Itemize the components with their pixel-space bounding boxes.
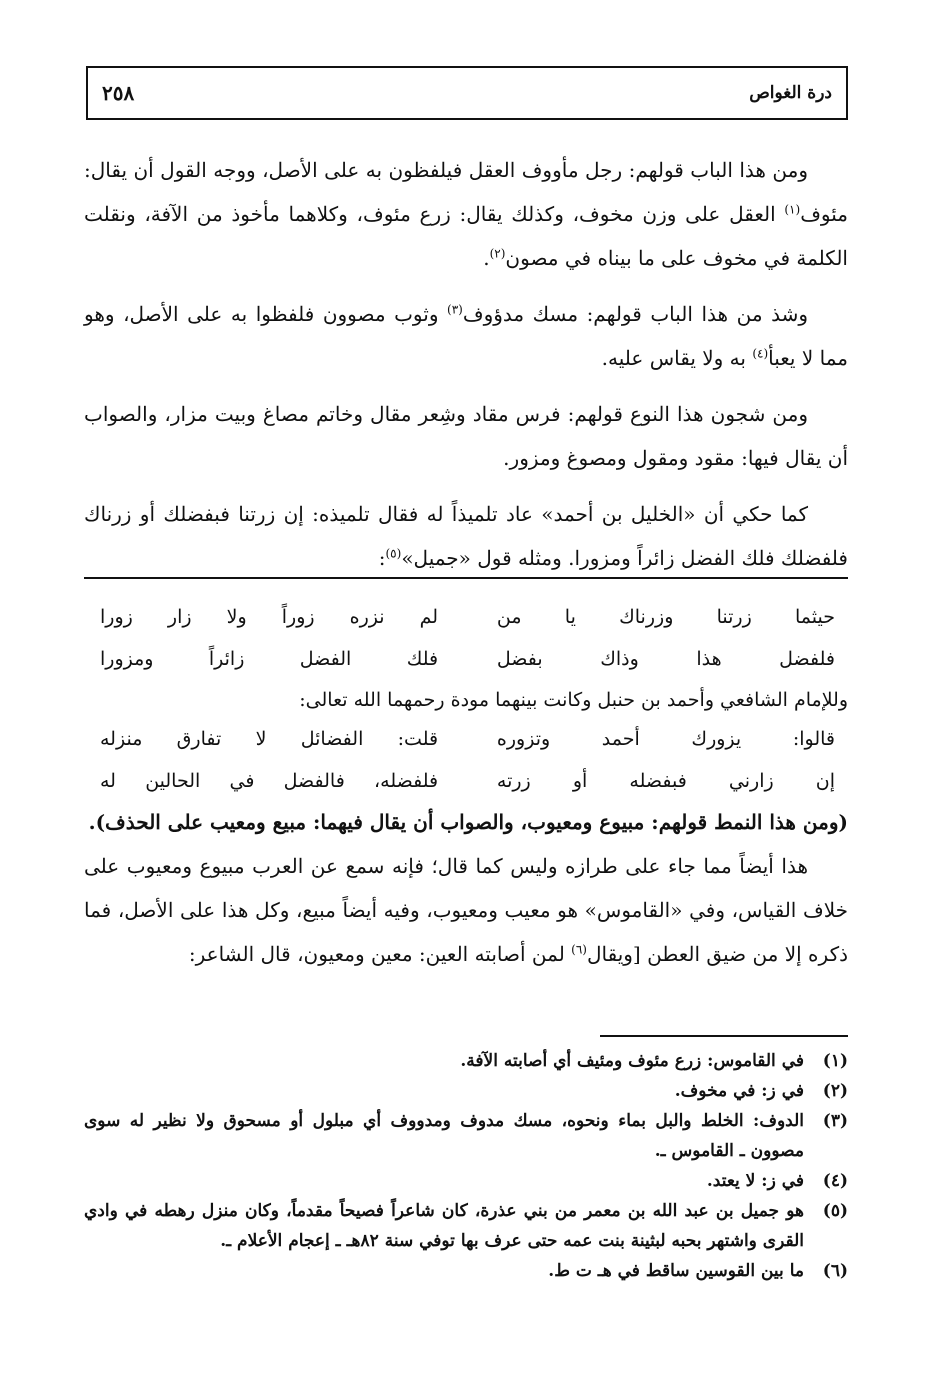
hemistich: فلفضله، فالفضل في الحالين له: [100, 770, 439, 792]
page-number: ٢٥٨: [102, 81, 135, 105]
hemistich: إن زارني فبفضله أو زرته: [496, 770, 835, 792]
footnote-number: (٦): [822, 1261, 848, 1281]
footnote-item: [84, 1256, 848, 1286]
footnote-number: (١): [822, 1051, 848, 1071]
footnote-text: هو جميل بن عبد الله بن معمر من بني عذرة، كان شاعراً فصيحاً مقدماً، وكان منزل رهطه في وادي القرى واشتهر بحبه لبثينة بنت عمه حتى عرف بها توفي سنة ٨٢هـ ـ إعجام الأعلام ـ.: [84, 1201, 804, 1251]
footnote-number: (٢): [822, 1081, 848, 1101]
section-divider: [84, 577, 848, 579]
footnote-number: (٥): [822, 1201, 848, 1221]
paragraph: وشذ من هذا الباب قولهم: مسك مدؤوف$^{(٣)}$ وثوب مصوون فلفظوا به على الأصل، وهو مما لا يعبأ$^{(٤)}$ به ولا يقاس عليه.: [84, 302, 848, 370]
footnote-text: الدوف: الخلط والبل بماء ونحوه، مسك مدوف ومدووف أي مبلول أو مسحوق ولا نظير له سوى مصوون ـ القاموس ـ.: [84, 1111, 804, 1161]
commentary-text: هذا أيضاً مما جاء على طرازه وليس كما قال؛ فإنه سمع عن العرب مبيوع ومعيوب على خلاف القياس، وفي «القاموس» هو معيب ومعيوب، وفيه أيضاً مبيع، وكل هذا على الأصل، فما ذكره إلا من ضيق العطن [ويقال$^{(٦)}$ لمن أصابته العين: معين ومعيون، قال الشاعر:: [84, 854, 848, 966]
hemistich: فلفضل هذا وذاك بفضل: [496, 648, 835, 670]
footnote-ref: (٢): [489, 246, 506, 261]
hemistich: قلت: الفضائل لا تفارق منزله: [100, 728, 439, 750]
footnote-text: في ز: لا يعتد.: [706, 1171, 804, 1191]
footnote-ref: (١): [784, 202, 801, 217]
running-title: درة الغواص: [749, 83, 832, 103]
hemistich: حيثما زرتنا وزرناك يا من: [496, 606, 835, 628]
footnote-text: في القاموس: زرع مئوف ومئيف أي أصابته الآفة.: [460, 1051, 804, 1071]
hemistich: قالوا: يزورك أحمد وتزوره: [496, 728, 835, 750]
commentary: [84, 800, 848, 976]
footnote-item: [84, 1076, 848, 1106]
footnote-text: في ز: في مخوف.: [674, 1081, 804, 1101]
page-header: [86, 66, 848, 120]
footnote-ref: (٤): [752, 346, 769, 361]
paragraph: ومن شجون هذا النوع قولهم: فرس مقاد وشِعر مقال وخاتم مصاغ وبيت مزار، والصواب أن يقال فيها: مقود ومقول ومصوغ ومزور.: [84, 402, 848, 470]
hemistich: لم نزره زوراً ولا زار زورا: [100, 606, 439, 628]
verse: [100, 718, 835, 760]
footnote-ref: (٦): [571, 942, 587, 957]
paragraph: ومن هذا الباب قولهم: رجل مأووف العقل فيلفظون به على الأصل، ووجه القول أن يقال: مئوف$^{(١)}$ العقل على وزن مخوف، وكذلك يقال: زرع مئوف، وكلاهما مأخوذ من الآفة، ونقلت الكلمة في مخوف على ما بيناه في مصون$^{(٢)}$.: [84, 158, 848, 270]
commentary-quote: (ومن هذا النمط قولهم: مبيوع ومعيوب، والصواب أن يقال فيهما: مبيع ومعيب على الحذف).: [88, 810, 848, 834]
footnote-item: [84, 1046, 848, 1076]
paragraph: كما حكي أن «الخليل بن أحمد» عاد تلميذاً له فقال تلميذه: إن زرتنا فبفضلك أو زرناك فلفضلك فلك الفضل زائراً ومزورا. ومثله قول «جميل»$^{(٥)}$:: [84, 502, 848, 570]
footnote-number: (٤): [822, 1171, 848, 1191]
footnote-ref: (٣): [447, 302, 463, 317]
verse: [100, 596, 835, 638]
footnote-item: [84, 1166, 848, 1196]
footnote-ref: (٥): [385, 546, 402, 561]
footnotes: [84, 1046, 848, 1286]
footnote-rule: [600, 1035, 848, 1037]
poem-block: [100, 718, 835, 802]
footnote-text: ما بين القوسين ساقط في هـ ت ط.: [548, 1261, 804, 1281]
main-text: [84, 148, 848, 592]
hemistich: فلك الفضل زائراً ومزورا: [100, 648, 439, 670]
footnote-number: (٣): [822, 1111, 848, 1131]
poem-intro: وللإمام الشافعي وأحمد بن حنبل وكانت بينهما مودة رحمهما الله تعالى:: [299, 689, 848, 711]
footnote-item: [84, 1196, 848, 1256]
verse: [100, 760, 835, 802]
poem-block: [100, 596, 835, 680]
footnote-item: [84, 1106, 848, 1166]
verse: [100, 638, 835, 680]
